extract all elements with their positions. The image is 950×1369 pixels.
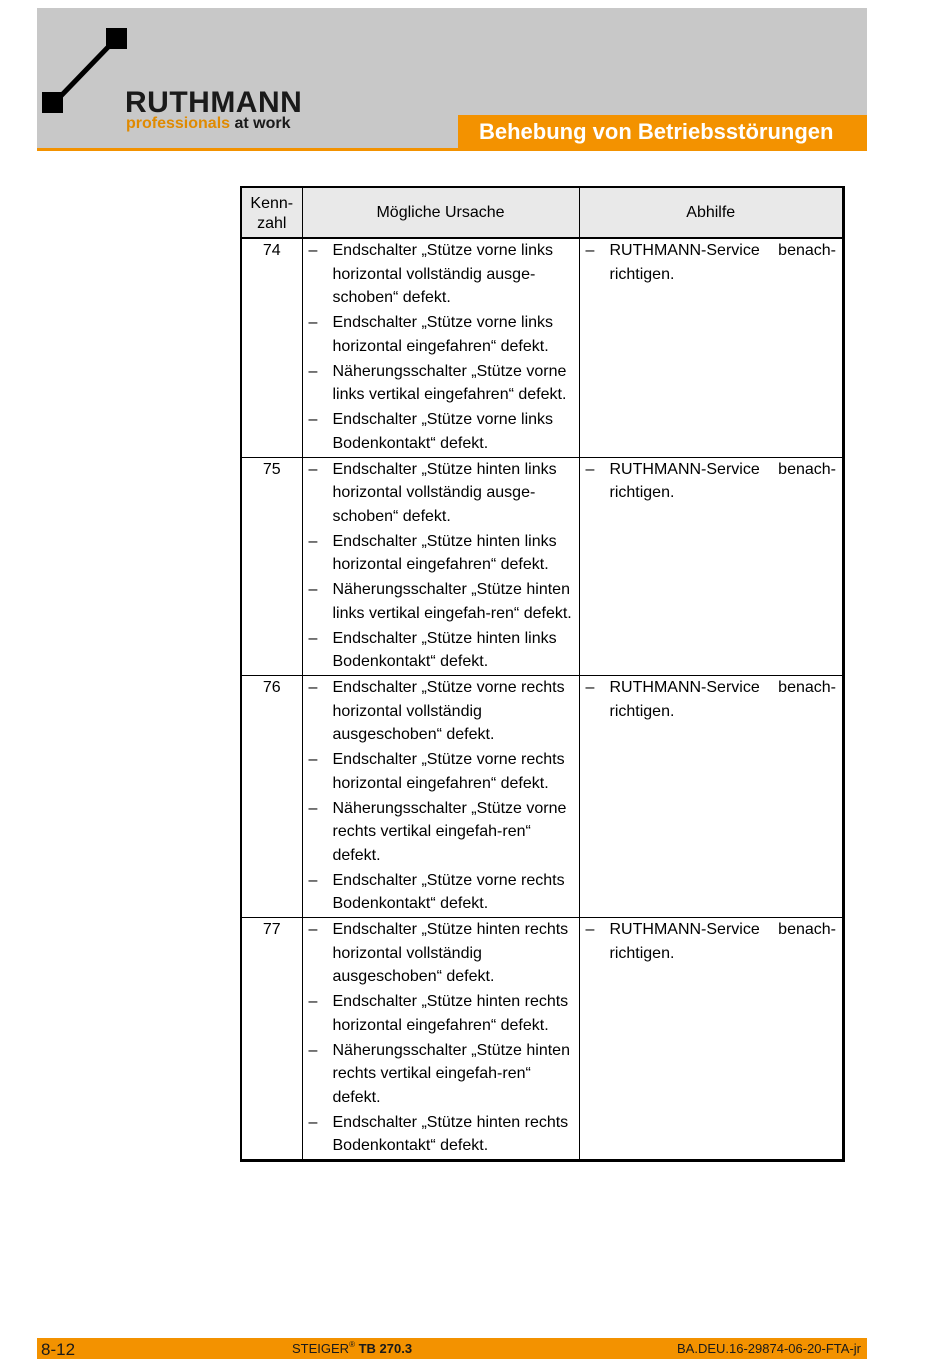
- cause-item: [307, 360, 575, 407]
- cause-item: [307, 239, 575, 310]
- dash-bullet-icon: –: [308, 993, 318, 1010]
- remedy-item: [584, 239, 837, 286]
- causes-list: [307, 676, 575, 916]
- dash-bullet-icon: –: [308, 1113, 318, 1131]
- remedy-item: [584, 676, 837, 723]
- cause-item: [307, 578, 575, 625]
- remedy-list: [584, 676, 837, 723]
- cause-item-text: Endschalter „Stütze vorne links Bodenkontakt“ defekt.: [332, 411, 554, 452]
- row-remedy: [579, 238, 842, 457]
- cause-item: [307, 918, 575, 989]
- dash-bullet-icon: –: [308, 460, 318, 478]
- cause-item: [307, 797, 575, 868]
- brand-tagline: [126, 116, 291, 132]
- causes-list: [307, 458, 575, 674]
- cause-item-text: Endschalter „Stütze vorne links horizontal vollständig ausge-schoben“ defekt.: [332, 242, 554, 306]
- cause-item: [307, 1039, 575, 1110]
- dash-bullet-icon: –: [308, 921, 318, 938]
- ruthmann-logo-icon: [42, 28, 132, 118]
- cause-item: [307, 748, 575, 795]
- dash-bullet-icon: –: [308, 1041, 318, 1059]
- dash-bullet-icon: –: [308, 799, 318, 817]
- table-row: [242, 457, 842, 676]
- cause-item-text: Endschalter „Stütze vorne rechts horizontal eingefahren“ defekt.: [332, 751, 565, 792]
- dash-bullet-icon: –: [308, 362, 318, 380]
- cause-item-text: Endschalter „Stütze hinten links Bodenkontakt“ defekt.: [332, 629, 557, 670]
- table-row: [242, 676, 842, 918]
- causes-list: [307, 918, 575, 1158]
- cause-item: [307, 458, 575, 529]
- cause-item-text: Endschalter „Stütze vorne rechts Bodenkontakt“ defekt.: [332, 871, 565, 912]
- dash-bullet-icon: –: [585, 242, 595, 259]
- header-remedy: Abhilfe: [579, 188, 842, 238]
- troubleshooting-table: [240, 186, 845, 1162]
- remedy-item: [584, 918, 837, 965]
- causes-list: [307, 239, 575, 455]
- cause-item: [307, 676, 575, 747]
- row-code: 77: [242, 918, 302, 1160]
- header-cause: Mögliche Ursache: [302, 188, 579, 238]
- dash-bullet-icon: –: [308, 532, 318, 550]
- dash-bullet-icon: –: [308, 581, 318, 598]
- cause-item: [307, 530, 575, 577]
- cause-item: [307, 1111, 575, 1158]
- row-code: 76: [242, 676, 302, 918]
- dash-bullet-icon: –: [585, 921, 595, 938]
- remedy-item-text: RUTHMANN-Service benach-richtigen.: [609, 921, 836, 962]
- row-code: 74: [262, 242, 281, 259]
- page-footer: [37, 1338, 867, 1359]
- remedy-item: [584, 458, 837, 505]
- cause-item: [307, 408, 575, 455]
- dash-bullet-icon: –: [308, 629, 318, 647]
- remedy-item-text: RUTHMANN-Service benach-richtigen.: [609, 679, 836, 720]
- row-causes: [302, 238, 579, 457]
- remedy-list: [584, 458, 837, 505]
- cause-item-text: Endschalter „Stütze vorne links horizontal eingefahren“ defekt.: [332, 314, 554, 355]
- cause-item: [307, 869, 575, 916]
- table-row: [242, 918, 842, 1160]
- row-causes: [302, 457, 579, 676]
- header-code-line1: Kenn-: [250, 194, 294, 212]
- document-code: BA.DEU.16-29874-06-20-FTA-jr: [677, 1341, 861, 1356]
- cause-item-text: Näherungsschalter „Stütze vorne rechts vertikal eingefah-ren“ defekt.: [332, 799, 567, 864]
- cause-item-text: Endschalter „Stütze hinten rechts horizontal vollständig ausgeschoben“ defekt.: [332, 921, 569, 985]
- dash-bullet-icon: –: [585, 460, 595, 478]
- header-code: [242, 188, 302, 238]
- dash-bullet-icon: –: [308, 314, 318, 331]
- cause-item: [307, 990, 575, 1037]
- remedy-item-text: RUTHMANN-Service benach-richtigen.: [609, 242, 836, 283]
- row-remedy: [579, 918, 842, 1160]
- dash-bullet-icon: –: [308, 751, 318, 768]
- cause-item-text: Endschalter „Stütze vorne rechts horizontal vollständig ausgeschoben“ defekt.: [332, 679, 565, 743]
- brand-name: RUTHMANN: [125, 86, 303, 119]
- cause-item-text: Näherungsschalter „Stütze hinten links vertikal eingefah-ren“ defekt.: [332, 581, 572, 622]
- cause-item-text: Endschalter „Stütze hinten rechts horizontal eingefahren“ defekt.: [332, 993, 569, 1034]
- cause-item: [307, 627, 575, 674]
- remedy-list: [584, 239, 837, 286]
- table-row: [242, 238, 842, 457]
- tagline-professionals: professionals: [126, 115, 231, 132]
- cause-item-text: Näherungsschalter „Stütze vorne links vertikal eingefahren“ defekt.: [332, 362, 567, 403]
- registered-mark: ®: [349, 1340, 355, 1349]
- row-code: 75: [242, 457, 302, 676]
- dash-bullet-icon: –: [308, 411, 318, 428]
- row-causes: [302, 676, 579, 918]
- cause-item-text: Endschalter „Stütze hinten links horizontal vollständig ausge-schoben“ defekt.: [332, 460, 557, 525]
- dash-bullet-icon: –: [308, 679, 318, 696]
- section-title: Behebung von Betriebsstörungen: [458, 115, 867, 149]
- page-number: 8-12: [41, 1340, 76, 1359]
- model-designation: [292, 1340, 412, 1358]
- row-remedy: [579, 676, 842, 918]
- cause-item-text: Endschalter „Stütze hinten rechts Bodenkontakt“ defekt.: [332, 1113, 569, 1154]
- dash-bullet-icon: –: [585, 679, 595, 696]
- cause-item-text: Endschalter „Stütze hinten links horizontal eingefahren“ defekt.: [332, 532, 557, 573]
- row-remedy: [579, 457, 842, 676]
- dash-bullet-icon: –: [308, 242, 318, 259]
- model-prefix: STEIGER: [292, 1341, 350, 1356]
- row-causes: [302, 918, 579, 1160]
- dash-bullet-icon: –: [308, 871, 318, 889]
- model-name: TB 270.3: [358, 1341, 413, 1356]
- table-header-row: [242, 188, 842, 238]
- remedy-item-text: RUTHMANN-Service benach-richtigen.: [609, 460, 836, 501]
- cause-item: [307, 311, 575, 358]
- header-code-line2: zahl: [257, 214, 287, 232]
- cause-item-text: Näherungsschalter „Stütze hinten rechts vertikal eingefah-ren“ defekt.: [332, 1041, 570, 1106]
- tagline-at-work: at work: [230, 115, 291, 132]
- remedy-list: [584, 918, 837, 965]
